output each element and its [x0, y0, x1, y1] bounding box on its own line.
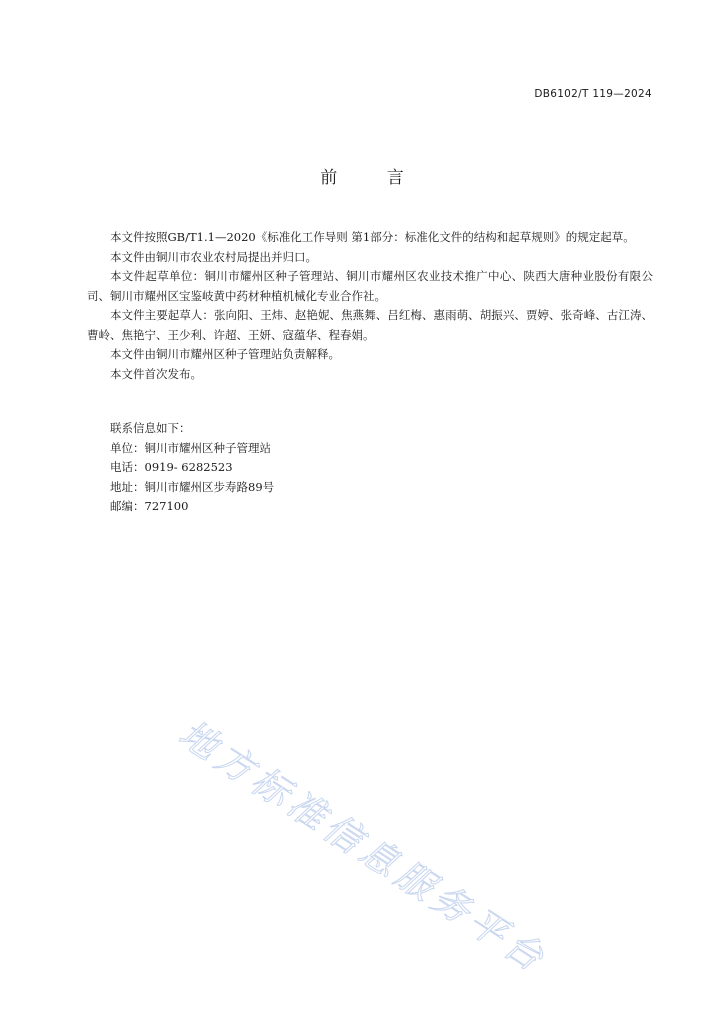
paragraph-drafting-rules: 本文件按照GB/T1.1—2020《标准化工作导则 第1部分：标准化文件的结构和起草规则》的规定起草。	[110, 230, 635, 244]
contact-heading: 联系信息如下：	[110, 421, 191, 435]
paragraph-drafters: 本文件主要起草人：张向阳、王炜、赵艳妮、焦燕舞、吕红梅、惠雨萌、胡振兴、贾婷、张奇峰、古江涛、曹岭、焦艳宁、王少利、许超、王妍、寇蕴华、程春娟。	[87, 308, 653, 342]
contact-unit: 单位：铜川市耀州区种子管理站	[110, 440, 271, 455]
paragraph-interpretation: 本文件由铜川市耀州区种子管理站负责解释。	[110, 347, 340, 361]
page-title: 前 言	[320, 168, 426, 188]
foreword-body	[87, 228, 653, 384]
document-code: DB6102/T 119—2024	[534, 88, 652, 100]
contact-info	[110, 419, 274, 517]
contact-address: 地址：铜川市耀州区步寿路89号	[110, 479, 275, 494]
paragraph-proposer: 本文件由铜川市农业农村局提出并归口。	[110, 249, 317, 264]
watermark: 地方标准信息服务平台	[171, 711, 556, 983]
paragraph-first-release: 本文件首次发布。	[110, 366, 202, 381]
contact-postcode: 邮编：727100	[110, 499, 189, 513]
paragraph-drafting-units: 本文件起草单位：铜川市耀州区种子管理站、铜川市耀州区农业技术推广中心、陕西大唐种业股份有限公司、铜川市耀州区宝鉴岐黄中药材种植机械化专业合作社。	[87, 269, 653, 303]
contact-phone: 电话：0919- 6282523	[110, 460, 233, 474]
